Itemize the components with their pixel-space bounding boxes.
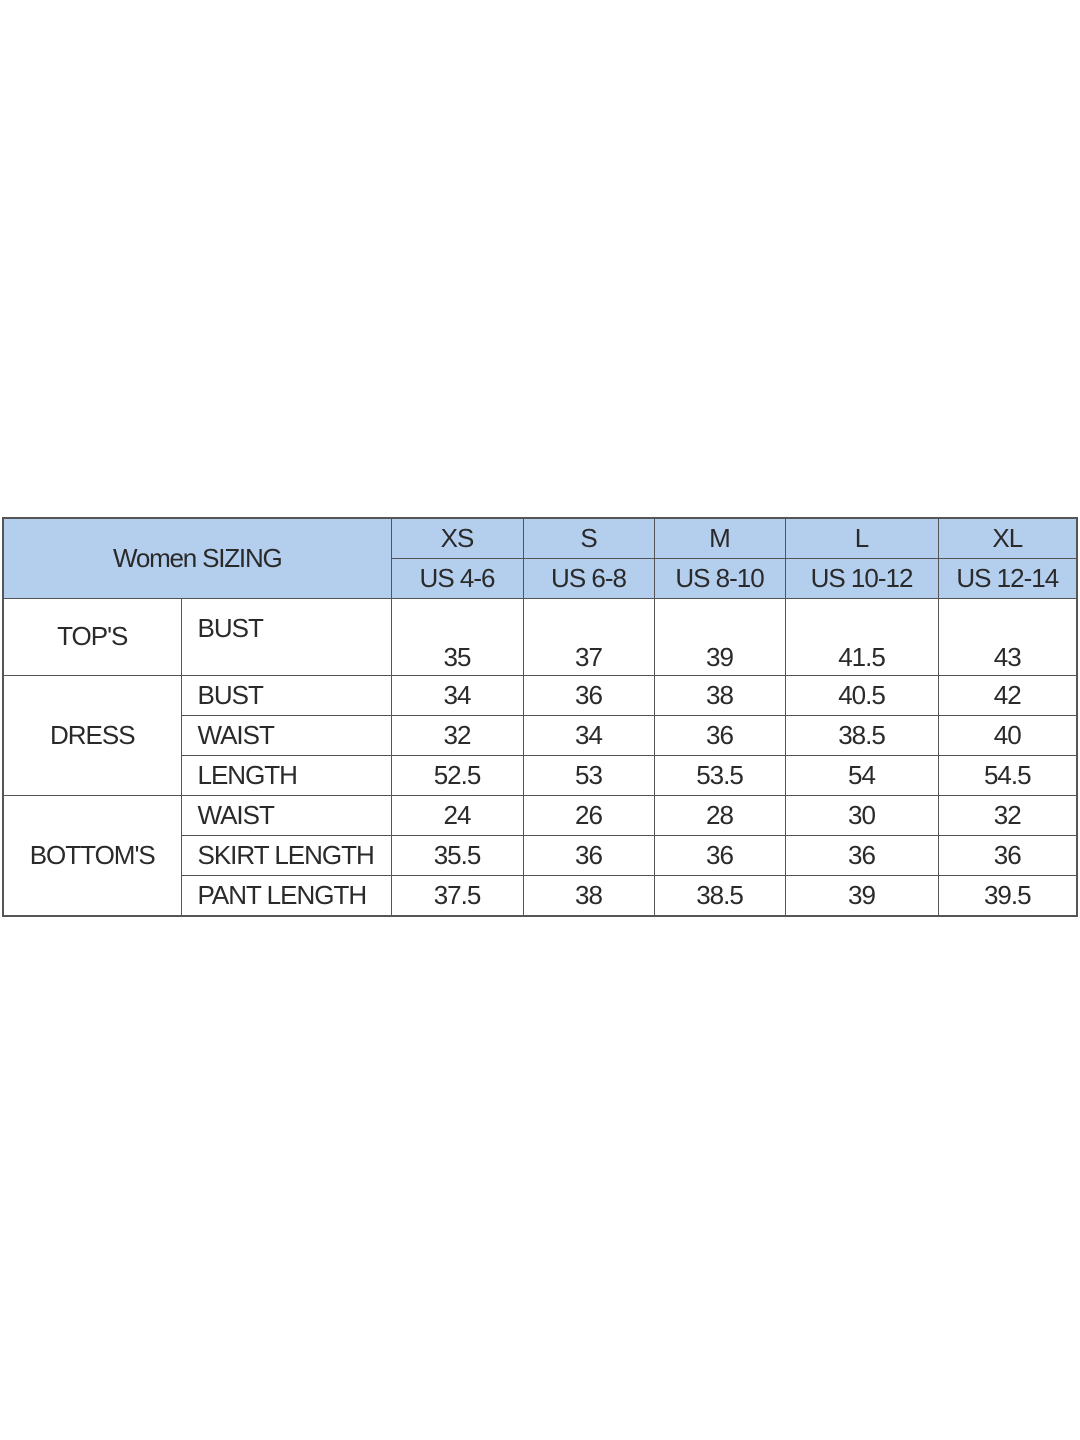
value-cell: 36	[938, 835, 1077, 875]
us-size-m: US 8-10	[654, 558, 785, 598]
us-size-s: US 6-8	[523, 558, 654, 598]
value-cell: 40	[938, 715, 1077, 755]
value-cell: 41.5	[785, 598, 938, 675]
table-row	[3, 598, 1077, 675]
value-cell: 54.5	[938, 755, 1077, 795]
value-cell: 38	[523, 875, 654, 916]
value-cell: 32	[391, 715, 523, 755]
chart-title: Women SIZING	[3, 518, 391, 598]
us-size-l: US 10-12	[785, 558, 938, 598]
value-cell: 37	[523, 598, 654, 675]
measure-label: BUST	[181, 598, 391, 675]
value-cell: 36	[785, 835, 938, 875]
measure-label: LENGTH	[181, 755, 391, 795]
value-cell: 35.5	[391, 835, 523, 875]
us-size-xs: US 4-6	[391, 558, 523, 598]
value-cell: 38	[654, 675, 785, 715]
size-header-row	[3, 518, 1077, 558]
us-size-xl: US 12-14	[938, 558, 1077, 598]
measure-label: BUST	[181, 675, 391, 715]
size-label-l: L	[785, 518, 938, 558]
measure-label: SKIRT LENGTH	[181, 835, 391, 875]
value-cell: 36	[654, 715, 785, 755]
value-cell: 38.5	[785, 715, 938, 755]
value-cell: 54	[785, 755, 938, 795]
size-label-m: M	[654, 518, 785, 558]
value-cell: 52.5	[391, 755, 523, 795]
value-cell: 34	[391, 675, 523, 715]
value-cell: 53	[523, 755, 654, 795]
group-label-tops: TOP'S	[3, 598, 181, 675]
measure-label: WAIST	[181, 795, 391, 835]
value-cell: 39.5	[938, 875, 1077, 916]
value-cell: 39	[785, 875, 938, 916]
value-cell: 36	[523, 835, 654, 875]
value-cell: 53.5	[654, 755, 785, 795]
size-label-s: S	[523, 518, 654, 558]
value-cell: 42	[938, 675, 1077, 715]
size-label-xl: XL	[938, 518, 1077, 558]
value-cell: 24	[391, 795, 523, 835]
table-row	[3, 795, 1077, 835]
value-cell: 36	[523, 675, 654, 715]
women-sizing-chart	[2, 517, 1078, 917]
value-cell: 28	[654, 795, 785, 835]
table-row	[3, 675, 1077, 715]
value-cell: 39	[654, 598, 785, 675]
value-cell: 32	[938, 795, 1077, 835]
value-cell: 34	[523, 715, 654, 755]
size-label-xs: XS	[391, 518, 523, 558]
value-cell: 43	[938, 598, 1077, 675]
measure-label: PANT LENGTH	[181, 875, 391, 916]
measure-label: WAIST	[181, 715, 391, 755]
value-cell: 36	[654, 835, 785, 875]
group-label-bottoms: BOTTOM'S	[3, 795, 181, 916]
value-cell: 30	[785, 795, 938, 835]
value-cell: 38.5	[654, 875, 785, 916]
value-cell: 26	[523, 795, 654, 835]
value-cell: 40.5	[785, 675, 938, 715]
group-label-dress: DRESS	[3, 675, 181, 795]
value-cell: 35	[391, 598, 523, 675]
value-cell: 37.5	[391, 875, 523, 916]
